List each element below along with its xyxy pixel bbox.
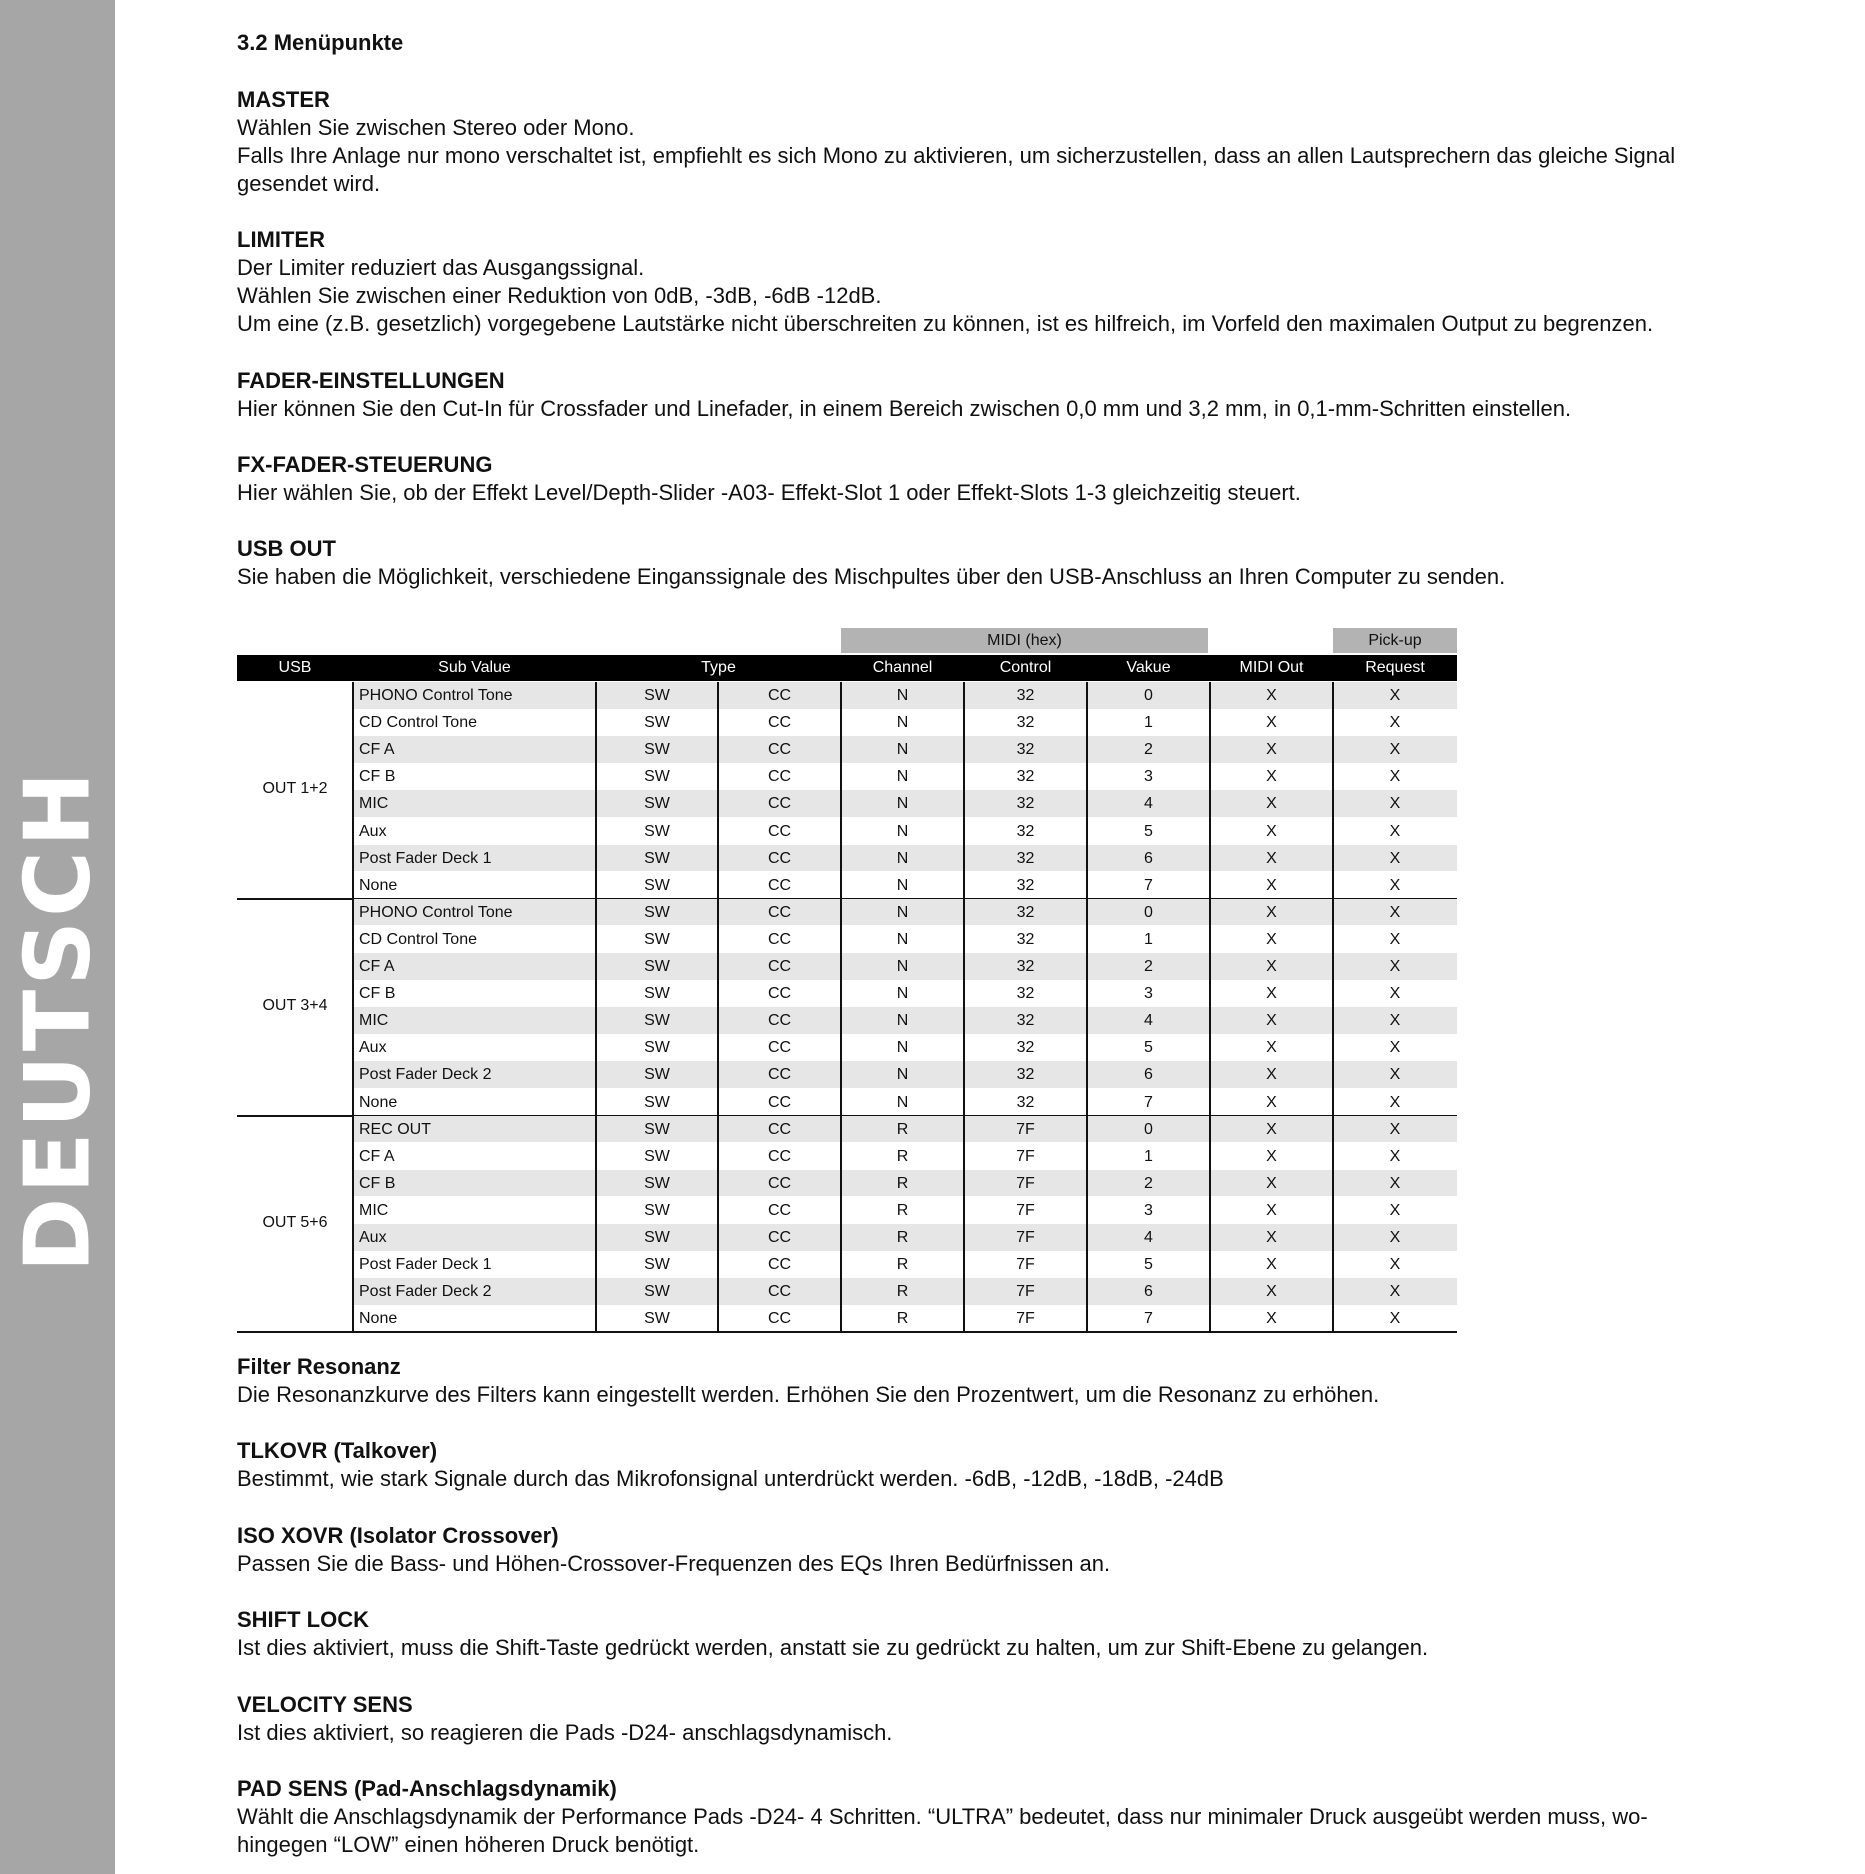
table-cell: 6 — [1144, 1066, 1153, 1084]
table-cell: SW — [644, 849, 670, 867]
section-text: Sie haben die Möglichkeit, verschiedene Einganssignale des Mischpultes über den USB-Anschluss an Ihren Computer zu senden. — [237, 564, 1506, 589]
section-heading: ISO XOVR (Isolator Crossover) — [237, 1523, 559, 1548]
table-cell: CC — [767, 768, 792, 786]
section-text: Die Resonanzkurve des Filters kann eingestellt werden. Erhöhen Sie den Prozentwert, um die Resonanz zu erhöhen. — [237, 1382, 1380, 1407]
column-header-request: Request — [1365, 659, 1425, 676]
table-cell: 32 — [1016, 985, 1035, 1003]
table-cell: SW — [644, 930, 670, 948]
table-cell: 3 — [1144, 985, 1153, 1003]
table-cell: SW — [644, 687, 670, 704]
table-cell: 32 — [1016, 687, 1035, 704]
table-cell: SW — [644, 876, 670, 894]
section-heading: PAD SENS (Pad-Anschlagsdynamik) — [237, 1776, 617, 1801]
section-heading: VELOCITY SENS — [237, 1692, 413, 1717]
section-velocity-sens — [237, 1691, 1807, 1747]
table-cell: SW — [644, 1012, 670, 1030]
table-cell: 1 — [1144, 714, 1153, 732]
table-cell: 1 — [1144, 1147, 1153, 1165]
table-cell: CC — [767, 849, 792, 867]
column-header-midi-out: MIDI Out — [1239, 659, 1304, 676]
table-cell: X — [1389, 930, 1401, 948]
table-cell: CC — [767, 958, 792, 975]
table-cell: 7F — [1016, 1120, 1035, 1138]
table-cell: CF B — [359, 985, 396, 1003]
table-cell: 32 — [1016, 930, 1035, 948]
table-cell: X — [1266, 958, 1277, 975]
table-cell: SW — [644, 822, 670, 840]
table-cell: 2 — [1144, 1174, 1153, 1192]
table-cell: N — [896, 1039, 909, 1057]
table-cell: 5 — [1144, 1039, 1153, 1057]
table-cell: Post Fader Deck 1 — [359, 1256, 492, 1274]
table-header-row — [237, 655, 1457, 681]
table-row — [353, 1305, 1457, 1332]
table-cell: X — [1389, 903, 1401, 921]
usb-out-midi-table — [237, 628, 1457, 1331]
column-header-channel: Channel — [872, 659, 933, 676]
pickup-group-header: Pick-up — [1333, 628, 1457, 653]
section-text: Der Limiter reduziert das Ausgangssignal. — [237, 255, 645, 280]
table-cell: PHONO Control Tone — [359, 687, 513, 704]
table-cell: CC — [767, 1066, 792, 1084]
section-text: Um eine (z.B. gesetzlich) vorgegebene Lautstärke nicht überschreiten zu können, ist es hilfreich, im Vorfeld den maximalen Output zu begrenzen. — [237, 311, 1654, 336]
table-cell: 5 — [1144, 1256, 1153, 1274]
table-row — [353, 709, 1457, 736]
table-cell: SW — [644, 1066, 670, 1084]
table-cell: X — [1389, 822, 1401, 840]
table-cell: N — [896, 1066, 909, 1084]
table-cell: 7F — [1016, 1229, 1035, 1246]
column-header-sub-value: Sub Value — [438, 659, 511, 676]
section-text: Ist dies aktiviert, so reagieren die Pads -D24- anschlagsdynamisch. — [237, 1720, 893, 1745]
section-master — [237, 86, 1807, 198]
table-cell: X — [1266, 1256, 1277, 1274]
language-sidebar — [0, 0, 115, 1874]
table-cell: X — [1389, 795, 1401, 813]
table-cell: 32 — [1016, 958, 1035, 975]
usb-group-label: OUT 1+2 — [262, 780, 328, 798]
table-cell: CF A — [359, 741, 395, 759]
section-text: Hier können Sie den Cut-In für Crossfader und Linefader, in einem Bereich zwischen 0,0 mm und 3,2 mm, in 0,1-mm-Schritten einstellen. — [237, 396, 1572, 421]
table-cell: SW — [644, 1174, 670, 1192]
midi-hex-group-header: MIDI (hex) — [841, 628, 1208, 653]
section-limiter — [237, 226, 1807, 338]
table-cell: X — [1389, 1039, 1401, 1057]
table-cell: MIC — [359, 795, 389, 813]
section-heading: SHIFT LOCK — [237, 1607, 369, 1632]
table-cell: X — [1389, 1093, 1401, 1111]
section-text: Bestimmt, wie stark Signale durch das Mikrofonsignal unterdrückt werden. -6dB, -12dB, -18dB, -24dB — [237, 1466, 1224, 1491]
table-cell: X — [1266, 1174, 1277, 1192]
table-cell: X — [1266, 1012, 1277, 1030]
table-cell: Aux — [359, 1229, 387, 1246]
table-cell: N — [896, 958, 909, 975]
table-cell: 1 — [1144, 930, 1153, 948]
table-row — [353, 1116, 1457, 1143]
table-cell: 3 — [1144, 1201, 1153, 1219]
table-cell: X — [1389, 849, 1401, 867]
table-row — [353, 818, 1457, 845]
table-cell: X — [1266, 822, 1277, 840]
section-heading: FADER-EINSTELLUNGEN — [237, 368, 505, 393]
table-cell: CC — [767, 876, 792, 894]
table-cell: X — [1266, 930, 1277, 948]
table-cell: CC — [767, 822, 792, 840]
table-cell: SW — [644, 1229, 670, 1246]
table-cell: 32 — [1016, 1039, 1035, 1057]
section-text: Ist dies aktiviert, muss die Shift-Taste gedrückt werden, anstatt sie zu gedrückt zu halten, um zur Shift-Ebene zu gelangen. — [237, 1635, 1429, 1660]
table-cell: SW — [644, 1256, 670, 1274]
column-header-usb: USB — [278, 659, 312, 676]
table-cell: N — [896, 795, 909, 813]
table-cell: 32 — [1016, 741, 1035, 759]
table-cell: CC — [767, 930, 792, 948]
section-text: Hier wählen Sie, ob der Effekt Level/Depth-Slider -A03- Effekt-Slot 1 oder Effekt-Slots 1-3 gleichzeitig steuert. — [237, 480, 1301, 505]
table-cell: 2 — [1144, 741, 1153, 759]
column-divider — [1209, 682, 1211, 1332]
table-row — [353, 926, 1457, 953]
table-cell: CC — [767, 687, 792, 704]
table-cell: 32 — [1016, 903, 1035, 921]
section-text: Passen Sie die Bass- und Höhen-Crossover-Frequenzen des EQs Ihren Bedürfnissen an. — [237, 1551, 1111, 1576]
table-cell: CC — [767, 1229, 792, 1246]
table-cell: R — [896, 1310, 909, 1328]
table-cell: 7F — [1016, 1201, 1035, 1219]
table-cell: 7F — [1016, 1310, 1035, 1328]
table-cell: SW — [644, 1147, 670, 1165]
table-cell: N — [896, 1012, 909, 1030]
table-cell: N — [896, 876, 909, 894]
table-cell: X — [1266, 768, 1277, 786]
table-cell: X — [1266, 903, 1277, 921]
table-cell: 4 — [1144, 1229, 1153, 1246]
column-divider — [717, 682, 719, 1332]
table-cell: X — [1389, 876, 1401, 894]
table-row — [353, 872, 1457, 899]
table-cell: X — [1266, 1283, 1277, 1301]
table-cell: Post Fader Deck 2 — [359, 1066, 492, 1084]
table-row — [353, 736, 1457, 763]
table-row — [353, 1143, 1457, 1170]
table-row — [353, 953, 1457, 980]
table-cell: X — [1389, 1283, 1401, 1301]
table-cell: X — [1266, 985, 1277, 1003]
table-cell: 7 — [1144, 1093, 1153, 1111]
table-cell: SW — [644, 985, 670, 1003]
table-cell: N — [896, 768, 909, 786]
section-heading: TLKOVR (Talkover) — [237, 1438, 438, 1463]
table-row — [353, 790, 1457, 817]
table-cell: CD Control Tone — [359, 930, 477, 948]
table-cell: Post Fader Deck 2 — [359, 1283, 492, 1301]
section-pad-sens-pad-anschlagsdynamik — [237, 1775, 1807, 1859]
table-cell: X — [1266, 687, 1277, 704]
table-cell: Aux — [359, 822, 387, 840]
section-text: gesendet wird. — [237, 171, 381, 196]
table-cell: N — [896, 903, 909, 921]
table-cell: 32 — [1016, 1012, 1035, 1030]
table-row — [353, 1007, 1457, 1034]
section-iso-xovr-isolator-crossover — [237, 1522, 1807, 1578]
table-cell: SW — [644, 958, 670, 975]
section-fx-fader-steuerung — [237, 451, 1807, 507]
table-cell: X — [1389, 714, 1401, 732]
table-cell: X — [1266, 1093, 1277, 1111]
table-cell: X — [1266, 714, 1277, 732]
table-row — [353, 1278, 1457, 1305]
table-cell: 7F — [1016, 1174, 1035, 1192]
table-cell: X — [1389, 1201, 1401, 1219]
table-cell: CF A — [359, 958, 395, 975]
table-cell: SW — [644, 1283, 670, 1301]
table-cell: X — [1266, 1310, 1277, 1328]
table-cell: MIC — [359, 1201, 389, 1219]
section-filter-resonanz — [237, 1353, 1807, 1409]
table-cell: Aux — [359, 1039, 387, 1057]
table-cell: 4 — [1144, 1012, 1153, 1030]
section-heading: FX-FADER-STEUERUNG — [237, 452, 493, 477]
column-header-control: Control — [999, 659, 1052, 676]
table-cell: CF A — [359, 1147, 395, 1165]
table-cell: R — [896, 1201, 909, 1219]
table-cell: X — [1389, 1066, 1401, 1084]
table-row — [353, 763, 1457, 790]
table-cell: 4 — [1144, 795, 1153, 813]
table-cell: N — [896, 930, 909, 948]
table-cell: X — [1266, 1229, 1277, 1246]
table-cell: N — [896, 985, 909, 1003]
column-divider — [352, 682, 354, 1332]
table-cell: X — [1266, 795, 1277, 813]
table-cell: 32 — [1016, 1093, 1035, 1111]
table-cell: X — [1266, 1039, 1277, 1057]
section-text: Wählen Sie zwischen Stereo oder Mono. — [237, 115, 635, 140]
table-cell: CC — [767, 1039, 792, 1057]
table-cell: CC — [767, 1256, 792, 1274]
column-divider — [1086, 682, 1088, 1332]
table-cell: X — [1266, 1201, 1277, 1219]
column-divider — [595, 682, 597, 1332]
section-heading: USB OUT — [237, 536, 336, 561]
table-cell: CD Control Tone — [359, 714, 477, 732]
table-cell: SW — [644, 1201, 670, 1219]
table-cell: SW — [644, 795, 670, 813]
table-cell: SW — [644, 903, 670, 921]
table-cell: 5 — [1144, 822, 1153, 840]
table-cell: N — [896, 741, 909, 759]
table-cell: N — [896, 849, 909, 867]
table-cell: X — [1266, 876, 1277, 894]
table-cell: R — [896, 1120, 909, 1138]
table-cell: CC — [767, 903, 792, 921]
table-cell: X — [1389, 1174, 1401, 1192]
table-cell: SW — [644, 768, 670, 786]
table-row — [353, 1089, 1457, 1116]
table-cell: X — [1266, 1147, 1277, 1165]
table-cell: CC — [767, 1201, 792, 1219]
section-text: Wählt die Anschlagsdynamik der Performance Pads -D24- 4 Schritten. “ULTRA” bedeutet, dass nur minimaler Druck ausgeübt werden muss, wo- — [237, 1804, 1648, 1829]
section-heading: MASTER — [237, 87, 330, 112]
language-label: DEUTSCH — [5, 767, 111, 1273]
table-cell: SW — [644, 1120, 670, 1138]
table-cell: REC OUT — [359, 1120, 431, 1138]
section-text: Falls Ihre Anlage nur mono verschaltet ist, empfiehlt es sich Mono zu aktivieren, um sicherzustellen, dass an allen Lautsprechern das gleiche Signal — [237, 143, 1676, 168]
table-cell: X — [1389, 768, 1401, 786]
column-divider — [840, 682, 842, 1332]
table-cell: 32 — [1016, 876, 1035, 894]
table-row — [353, 682, 1457, 709]
table-cell: 7 — [1144, 876, 1153, 894]
table-cell: CC — [767, 1093, 792, 1111]
table-row — [353, 1197, 1457, 1224]
table-cell: N — [896, 1093, 909, 1111]
table-row — [353, 1224, 1457, 1251]
table-cell: N — [896, 822, 909, 840]
table-cell: None — [359, 1310, 398, 1328]
table-cell: 6 — [1144, 1283, 1153, 1301]
table-row — [353, 899, 1457, 926]
table-cell: X — [1389, 1147, 1401, 1165]
section-heading: Filter Resonanz — [237, 1354, 401, 1379]
section-title: 3.2 Menüpunkte — [237, 30, 404, 55]
table-cell: 7 — [1144, 1310, 1153, 1328]
table-cell: CC — [767, 714, 792, 732]
table-cell: 0 — [1144, 687, 1153, 704]
table-row — [353, 1034, 1457, 1061]
table-row — [353, 1170, 1457, 1197]
table-cell: SW — [644, 1093, 670, 1111]
table-cell: X — [1389, 1256, 1401, 1274]
table-cell: N — [896, 687, 909, 704]
table-cell: CC — [767, 1174, 792, 1192]
table-cell: 7F — [1016, 1283, 1035, 1301]
table-cell: PHONO Control Tone — [359, 903, 513, 921]
table-cell: 7F — [1016, 1147, 1035, 1165]
table-cell: R — [896, 1229, 909, 1246]
table-cell: CF B — [359, 768, 396, 786]
table-cell: CC — [767, 1012, 792, 1030]
table-cell: X — [1266, 741, 1277, 759]
table-cell: X — [1266, 1120, 1277, 1138]
table-cell: 3 — [1144, 768, 1153, 786]
column-divider — [963, 682, 965, 1332]
table-cell: 2 — [1144, 958, 1153, 975]
table-cell: CC — [767, 1147, 792, 1165]
table-cell: CF B — [359, 1174, 396, 1192]
usb-group-label: OUT 3+4 — [262, 997, 328, 1015]
column-header-vakue: Vakue — [1126, 659, 1171, 676]
table-row — [353, 1251, 1457, 1278]
table-cell: 0 — [1144, 903, 1153, 921]
section-tlkovr-talkover — [237, 1437, 1807, 1493]
table-cell: SW — [644, 1039, 670, 1057]
table-cell: R — [896, 1256, 909, 1274]
table-row — [353, 980, 1457, 1007]
table-cell: MIC — [359, 1012, 389, 1030]
table-cell: 32 — [1016, 849, 1035, 867]
table-cell: SW — [644, 714, 670, 732]
table-cell: CC — [767, 1310, 792, 1328]
table-cell: SW — [644, 741, 670, 759]
table-cell: X — [1389, 985, 1401, 1003]
table-cell: 32 — [1016, 795, 1035, 813]
table-cell: X — [1389, 958, 1401, 975]
table-cell: N — [896, 714, 909, 732]
table-cell: CC — [767, 795, 792, 813]
table-cell: Post Fader Deck 1 — [359, 849, 492, 867]
table-cell: CC — [767, 1120, 792, 1138]
table-row — [353, 845, 1457, 872]
table-cell: R — [896, 1283, 909, 1301]
table-cell: 32 — [1016, 1066, 1035, 1084]
table-cell: CC — [767, 985, 792, 1003]
column-divider — [1332, 682, 1334, 1332]
table-cell: R — [896, 1147, 909, 1165]
section-text: hingegen “LOW” einen höheren Druck benötigt. — [237, 1832, 700, 1857]
table-cell: 7F — [1016, 1256, 1035, 1274]
table-cell: R — [896, 1174, 909, 1192]
table-cell: None — [359, 876, 398, 894]
usb-group-label: OUT 5+6 — [262, 1214, 328, 1231]
table-cell: SW — [644, 1310, 670, 1328]
section-shift-lock — [237, 1606, 1807, 1662]
table-cell: X — [1389, 1310, 1401, 1328]
table-row — [353, 1061, 1457, 1088]
table-cell: 0 — [1144, 1120, 1153, 1138]
table-cell: CC — [767, 1283, 792, 1301]
table-cell: 32 — [1016, 714, 1035, 732]
table-cell: X — [1389, 741, 1401, 759]
table-cell: X — [1389, 1229, 1401, 1246]
section-usb-out — [237, 535, 1807, 591]
column-header-type: Type — [701, 659, 736, 676]
section-text: Wählen Sie zwischen einer Reduktion von 0dB, -3dB, -6dB -12dB. — [237, 283, 882, 308]
table-cell: CC — [767, 741, 792, 759]
table-cell: None — [359, 1093, 398, 1111]
table-cell: 32 — [1016, 822, 1035, 840]
table-cell: X — [1266, 1066, 1277, 1084]
table-cell: 6 — [1144, 849, 1153, 867]
table-cell: X — [1389, 1012, 1401, 1030]
section-fader-einstellungen — [237, 367, 1807, 423]
table-cell: X — [1389, 687, 1401, 704]
table-cell: 32 — [1016, 768, 1035, 786]
table-cell: X — [1389, 1120, 1401, 1138]
group-divider — [237, 1331, 1457, 1333]
section-heading: LIMITER — [237, 227, 325, 252]
table-cell: X — [1266, 849, 1277, 867]
